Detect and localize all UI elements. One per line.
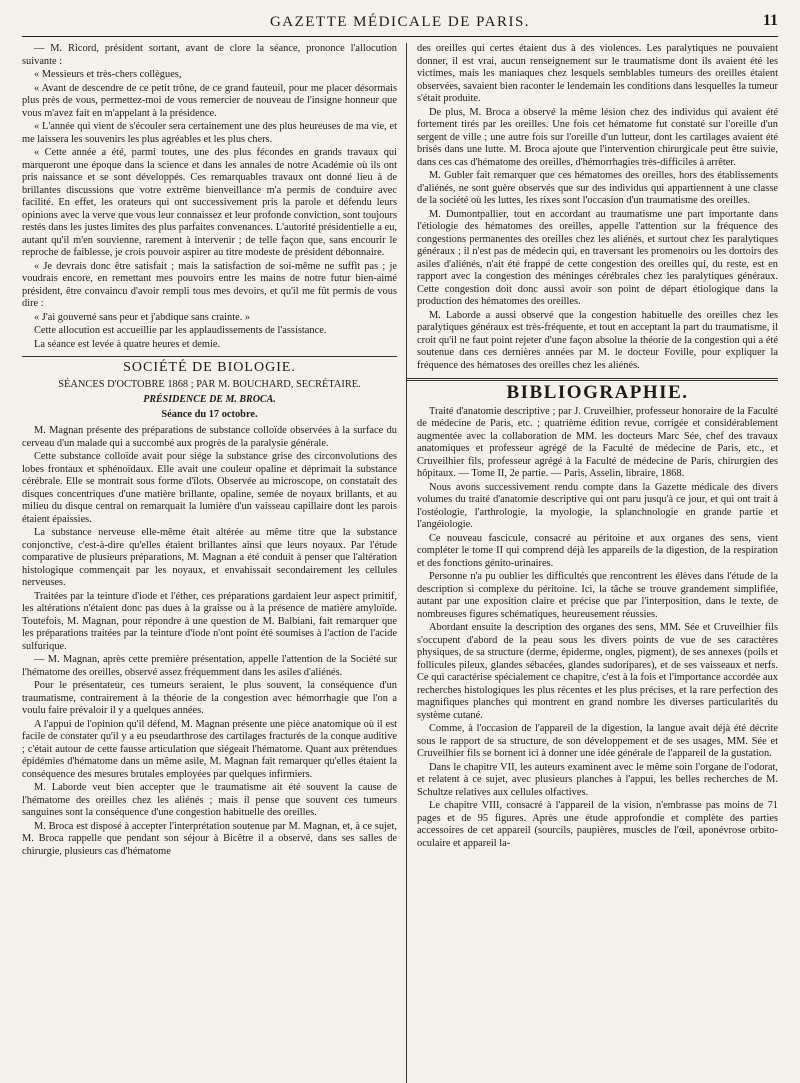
society-presidence: PRÉSIDENCE DE M. BROCA. [143, 394, 276, 405]
section-divider [407, 378, 778, 381]
seance-date: Séance du 17 octobre. [161, 408, 258, 420]
paragraph: — M. Ricord, président sortant, avant de clore la séance, prononce l'allocution suivante : [22, 43, 397, 67]
paragraph: Pour le présentateur, ces tumeurs seraient, le plus souvent, la conséquence d'un traumatisme, contrairement à la théorie de la congestion avec hémorrhagie que l'on a voulu faire prévaloir il y a quelques années. [22, 680, 397, 716]
page-header [22, 10, 778, 37]
journal-title: GAZETTE MÉDICALE DE PARIS. [269, 14, 531, 30]
paragraph: Cette allocution est accueillie par les applaudissements de l'assistance. [34, 325, 327, 336]
paragraph: — M. Magnan, après cette première présentation, appelle l'attention de la Société sur l'hématome des oreilles, observé assez fréquemment dans les asiles d'aliénés. [22, 654, 397, 678]
paragraph: M. Gubler fait remarquer que ces hématomes des oreilles, hors des établissements d'aliénés, ne sont guère observés que sur des individus qui appartiennent à une classe de la société où les luttes, les rixes sont l'occasion d'un traumatisme des oreilles. [417, 170, 778, 206]
paragraph: La séance est levée à quatre heures et demie. [34, 338, 221, 350]
paragraph: Comme, à l'occasion de l'appareil de la digestion, la langue avait déjà été décrite sous le rapport de sa structure, de son développement et de ses usages, MM. Sée et Cruveilhier fils se bornent ici à donner une idée générale de l'appareil de la gustation. [417, 723, 778, 759]
society-seances: SÉANCES D'OCTOBRE 1868 ; PAR M. BOUCHARD, SECRÉTAIRE. [58, 378, 361, 390]
paragraph: M. Broca est disposé à accepter l'interprétation soutenue par M. Magnan, et, à ce sujet, M. Broca rappelle que pendant son séjour à Bicêtre il a observé, dans ses salles de chirurgie, plusieurs cas d'hématome [22, 820, 397, 857]
paragraph: M. Laborde veut bien accepter que le traumatisme ait été souvent la cause de l'hématome des oreilles chez les aliénés ; mais il pense que souvent ces tumeurs sanguines sont la conséquence d'une congestion habituelle des oreilles. [22, 782, 397, 818]
paragraph: De plus, M. Broca a observé la même lésion chez des individus qui avaient été fortement tirés par les oreilles. Une fois cet hématome fut constaté sur l'oreille d'un sergent de ville ; une autre fois sur l'oreille d'un lutteur, dont les cartilages avaient été brisés dans une lutte. M. Broca ajoute que l'intervention chirurgicale peut être suivie, dans ces cas d'hématome des oreilles, d'hémorrhagies très-difficiles à arrêter. [417, 106, 778, 168]
right-column [406, 43, 778, 1083]
paragraph: « Je devrais donc être satisfait ; mais la satisfaction de soi-même ne suffit pas ; je voudrais encore, en remettant mes pouvoirs entre les mains de notre futur bien-aimé président, être convaincu d'avoir rempli tous mes devoirs, et qu'il me fût permis de vous dire : [22, 260, 397, 309]
paragraph: Cette substance colloïde avait pour siége la substance grise des circonvolutions des lobes frontaux et sphénoïdaux. Elle avait une couleur opaline et déprimait la substance cérébrale. Elle se montrait sous forme d'îlots. Observée au microscope, on constatait des disques concentriques d'une matière brillante, opaline, semée de noyaux brillants, et au milieu du disque central on remarquait la lumière d'un vaisseau capillaire dont les parois étaient épaissies. [22, 451, 397, 525]
paragraph: Ce nouveau fascicule, consacré au péritoine et aux organes des sens, vient compléter le tome II qui comprend déjà les appareils de la digestion, de la respiration et des fonctions génito-urinaires. [417, 532, 778, 569]
paragraph: « Messieurs et très-chers collègues, [34, 69, 182, 80]
paragraph: Personne n'a pu oublier les difficultés que rencontrent les élèves dans l'étude de la description si complexe du péritoine. Ici, la tâche se trouve grandement simplifiée, autant par une exposition claire et précise que par l'interposition, dans le texte, de nombreuses figures schématiques, heureusement réussies. [417, 571, 778, 620]
paragraph: « J'ai gouverné sans peur et j'abdique sans crainte. » [34, 311, 251, 323]
section-divider [22, 356, 397, 357]
paragraph: Dans le chapitre VII, les auteurs examinent avec le même soin l'organe de l'odorat, et relatent à ce sujet, avec plusieurs planches à l'appui, les belles recherches de M. Schultze relatives aux cellules olfactives. [417, 761, 778, 798]
page-number: 11 [762, 12, 778, 29]
paragraph: Traitées par la teinture d'iode et l'éther, ces préparations gardaient leur aspect primitif, les altérations n'étaient donc pas dues à la graisse ou à la présence de matière amyloïde. Toutefois, M. Magnan, pour répondre à une question de M. Balbiani, fait remarquer que les préparations traitées par la teinture d'iode n'ont point été soumises à l'action de l'acide sulfurique. [22, 590, 397, 652]
left-column [22, 43, 406, 1083]
paragraph: M. Laborde a aussi observé que la congestion habituelle des oreilles chez les paralytiques généraux est très-fréquente, et tout en acceptant la part du traumatisme, il croit qu'il ne faut point rejeter d'une façon absolue la théorie de la congestion qui a été soutenue dans ces dernières années par M. le docteur Foville, pour expliquer la fréquence des hématoses des oreilles chez les aliénés. [417, 309, 778, 371]
book-reference: Traité d'anatomie descriptive ; par J. Cruveilhier, professeur honoraire de la Faculté de médecine de Paris, etc. ; quatrième édition revue, corrigée et considérablement augmentée avec la collaboration de MM. les docteurs Marc Sée, chef des travaux anatomiques et professeur agrégé de la Faculté de médecine de Paris, etc., et Cruveilhier fils, professeur agrégé à la Faculté de médecine de Paris, chirurgien des hôpitaux. — Tome II, 2e partie. — Paris, Asselin, libraire, 1868. [417, 405, 778, 479]
bibliography-title: BIBLIOGRAPHIE. [506, 382, 689, 403]
paragraph: La substance nerveuse elle-même était altérée au même titre que la substance conjonctive, c'est-à-dire qu'elles étaient brillantes ainsi que leurs noyaux. Par l'étude comparative de plusieurs préparations, M. Magnan a été conduit à penser que l'altération histologique commençait par les noyaux, et envahissait secondairement les cellules nerveuses. [22, 527, 397, 588]
paragraph: Nous avons successivement rendu compte dans la Gazette médicale des divers volumes du traité d'anatomie descriptive qui ont paru jusqu'à ce jour, et qui ont trait à l'ostéologie, l'arthrologie, la myologie, la splanchnologie en grande partie et l'angéiologie. [417, 481, 778, 530]
society-title: SOCIÉTÉ DE BIOLOGIE. [123, 360, 296, 375]
paragraph: M. Dumontpallier, tout en accordant au traumatisme une part importante dans l'étiologie des hématomes des oreilles, appelle l'attention sur la fréquence des congestions permanentes des oreilles chez les aliénés, et surtout chez les paralytiques généraux ; il n'est pas de médecin qui, en traversant les promenoirs ou les dortoirs des asiles d'aliénés, n'ait été frappé de cette congestion des oreilles qui, du reste, est en rapport avec la congestion des méninges cérébrales chez les paralytiques généraux. Cette congestion doit donc aussi avoir son point de départ étiologique dans la production des hématomes des oreilles. [417, 208, 778, 307]
paragraph: « Cette année a été, parmi toutes, une des plus fécondes en grands travaux qui marqueront une époque dans la science et dans les annales de notre Académie où ils ont pris naissance et se sont développés. Ces remarquables travaux ont donné lieu à de brillantes discussions que votre extrême bienveillance m'a permis de conduire avec facilité. En effet, les orateurs qui ont successivement pris la parole et défendu leurs opinions avec la verve que vous leur connaissez et leur profonde conviction, sont toujours restés dans les justes limites des plus parfaites convenances. L'autorité présidentielle a eu, autant qu'il m'en souvienne, rarement à intervenir ; de telle façon que, sans encourir le reproche de faiblesse, je crois pouvoir aspirer au titre modeste de président débonnaire. [22, 147, 397, 258]
paragraph: M. Magnan présente des préparations de substance colloïde observées à la surface du cerveau d'un malade qui a succombé aux progrès de la paralysie générale. [22, 425, 397, 449]
paragraph: Le chapitre VIII, consacré à l'appareil de la vision, n'embrasse pas moins de 71 pages et de 95 figures. Après une étude approfondie et complète des parties accessoires de cet appareil (sourcils, paupières, muscles de l'œil, aponévrose orbito-oculaire et appareil la- [417, 800, 778, 849]
paragraph: « Avant de descendre de ce petit trône, de ce grand fauteuil, pour me placer désormais plus près de vous, permettez-moi de vous remercier de nouveau de l'insigne honneur que vous m'avez fait en m'appelant à la présidence. [22, 82, 397, 119]
paragraph: A l'appui de l'opinion qu'il défend, M. Magnan présente une pièce anatomique où il est facile de constater qu'il y a eu pseudarthrose des cartilages fracturés de la conque auditive ; c'était autour de cette fausse articulation que siégeait l'hématome. Quant aux prétendues épidémies d'hématome dans un même asile, M. Magnan fait remarquer qu'elles étaient la conséquence des mesures brutales employées par quelques infirmiers. [22, 718, 397, 780]
paragraph: des oreilles qui certes étaient dus à des violences. Les paralytiques ne pouvaient donner, il est vrai, aucun renseignement sur le traumatisme dont ils avaient été les victimes, mais les maniaques chez lesquels semblables tumeurs des oreilles étaient observées, savaient bien raconter le lendemain les conditions dans lesquelles la tumeur s'était produite. [417, 43, 778, 104]
columns [22, 43, 778, 1083]
paragraph: Abordant ensuite la description des organes des sens, MM. Sée et Cruveilhier fils s'occupent d'abord de la peau sous les divers points de vue de ses caractères physiques, de sa structure (derme, épiderme, ongles, pigment), de ses annexes (poils et follicules pileux, glandes sébacées, glandes sudoripares), et de ses vaisseaux et nerfs. Ce qui caractérise spécialement ce chapitre, c'est à la fois et l'importance accordée aux recherches histologiques les plus récentes et les plus précises, et la rare perfection des magnifiques planches qui montrent en grand nombre les diverses particularités du système cutané. [417, 622, 778, 721]
paragraph: « L'année qui vient de s'écouler sera certainement une des plus heureuses de ma vie, et me laissera les souvenirs les plus agréables et les plus chers. [22, 121, 397, 145]
